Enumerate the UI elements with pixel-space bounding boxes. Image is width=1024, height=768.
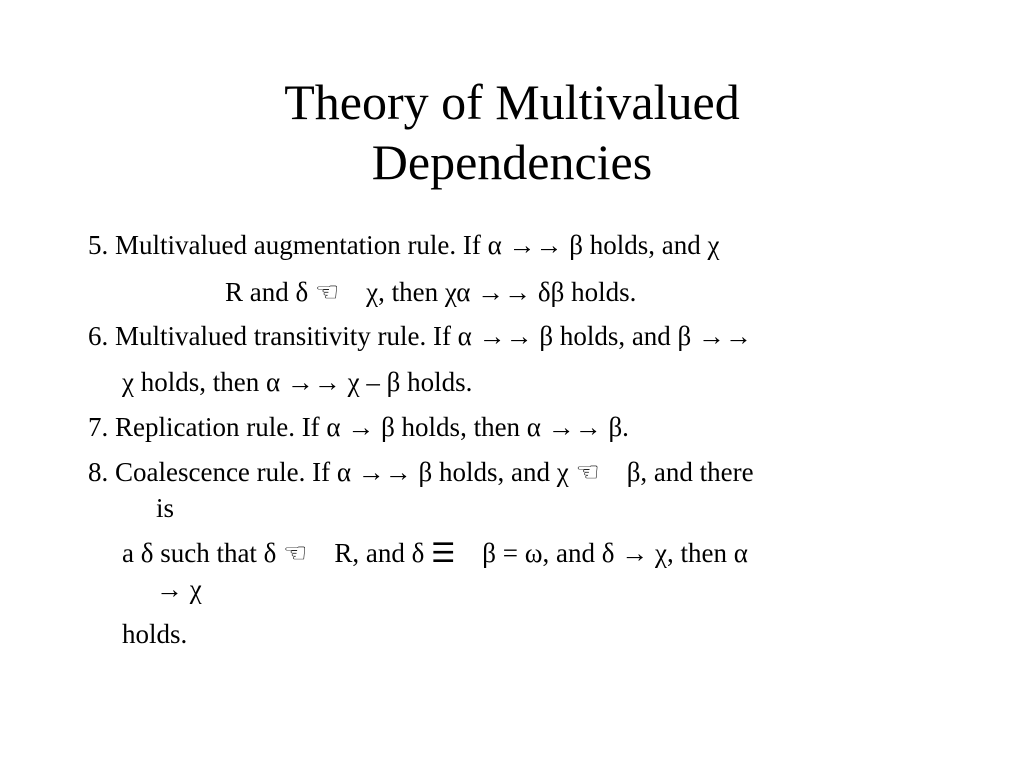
rule-8-line-2: is — [156, 493, 175, 523]
rule-6-line-2: χ holds, then α →→ χ – β holds. — [122, 367, 473, 397]
rule-8-line-4: → χ — [156, 574, 202, 604]
rule-7-line-1: 7. Replication rule. If α → β holds, then α →→ β. — [88, 412, 629, 442]
rule-5-line-2: R and δ ☜ χ, then χα →→ δβ holds. — [225, 277, 637, 307]
rule-8-line-3: a δ such that δ ☜ R, and δ ☰ β = ω, and δ → χ, then α — [122, 538, 748, 568]
rule-6-line-1: 6. Multivalued transitivity rule. If α →→ β holds, and β →→ — [88, 321, 753, 351]
slide-title — [0, 72, 1024, 192]
title-line-1: Theory of Multivalued — [284, 74, 740, 130]
title-line-2: Dependencies — [371, 134, 653, 190]
rule-5-line-1: 5. Multivalued augmentation rule. If α →→ β holds, and χ — [88, 230, 720, 260]
rule-8-line-1: 8. Coalescence rule. If α →→ β holds, and χ ☜ β, and there — [88, 457, 754, 487]
rule-8-line-5: holds. — [122, 619, 188, 649]
